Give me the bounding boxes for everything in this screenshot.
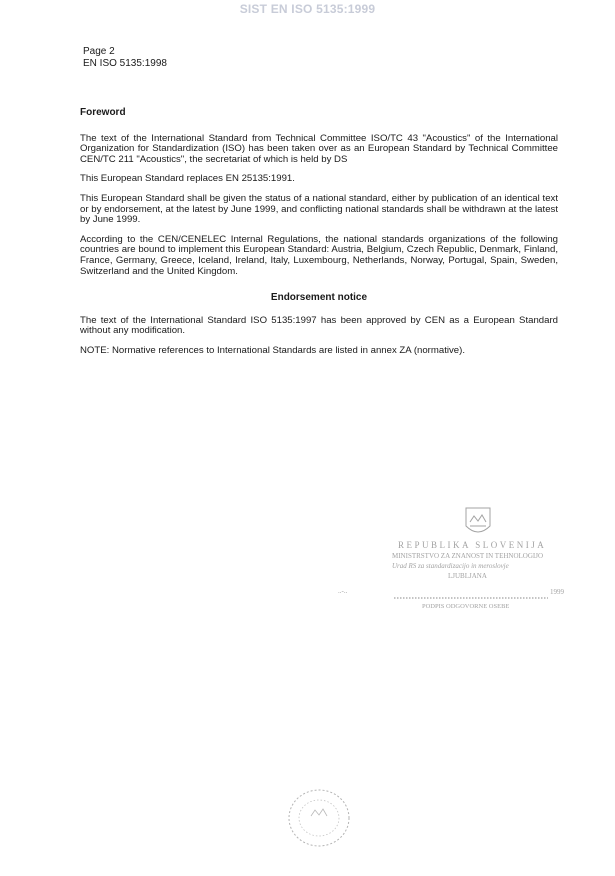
page-number: Page 2 xyxy=(83,46,115,57)
round-seal xyxy=(284,786,354,850)
normative-note: NOTE: Normative references to International Standards are listed in annex ZA (normative). xyxy=(80,344,465,356)
foreword-paragraph-1: The text of the International Standard from Technical Committee ISO/TC 43 "Acoustics" of the International Organization for Standardization (ISO) has been taken over as an European Standard by Technical Committee CEN/TC 211 "Acoustics", the secretariat of which is held by DS xyxy=(80,132,558,165)
official-stamp xyxy=(330,500,580,620)
standard-reference: EN ISO 5135:1998 xyxy=(83,58,167,69)
stamp-line-4: LJUBLJANA xyxy=(448,572,487,580)
stamp-side-mark: ..-.. xyxy=(338,587,348,595)
stamp-line-1: REPUBLIKA SLOVENIJA xyxy=(398,540,547,550)
endorsement-heading: Endorsement notice xyxy=(270,292,368,304)
endorsement-paragraph: The text of the International Standard ISO 5135:1997 has been approved by CEN as a European Standard without any modification. xyxy=(80,314,558,337)
foreword-paragraph-4: According to the CEN/CENELEC Internal Regulations, the national standards organizations of the following countries are bound to implement this European Standard: Austria, Belgium, Czech Republic, Denmark, Finland, France, Germany, Greece, Iceland, Ireland, Italy, Luxembourg, Netherlands, Norway, Portugal, Spain, Sweden, Switzerland and the United Kingdom. xyxy=(80,233,558,277)
watermark-title: SIST EN ISO 5135:1999 xyxy=(239,2,376,16)
document-body xyxy=(80,108,558,366)
foreword-heading: Foreword xyxy=(80,107,126,118)
foreword-paragraph-3: This European Standard shall be given the status of a national standard, either by publication of an identical text or by endorsement, at the latest by June 1999, and conflicting national standards shall be withdrawn at the latest by June 1999. xyxy=(80,192,558,226)
page-header xyxy=(83,46,167,70)
foreword-paragraph-2: This European Standard replaces EN 25135:1991. xyxy=(80,173,295,185)
stamp-line-3: Urad RS za standardizacijo in meroslovje xyxy=(392,562,509,570)
coat-of-arms-icon xyxy=(466,508,490,532)
stamp-date: 1999 xyxy=(550,588,564,596)
signature-caption: PODPIS ODGOVORNE OSEBE xyxy=(422,603,510,610)
stamp-line-2: MINISTRSTVO ZA ZNANOST IN TEHNOLOGIJO xyxy=(392,552,544,560)
